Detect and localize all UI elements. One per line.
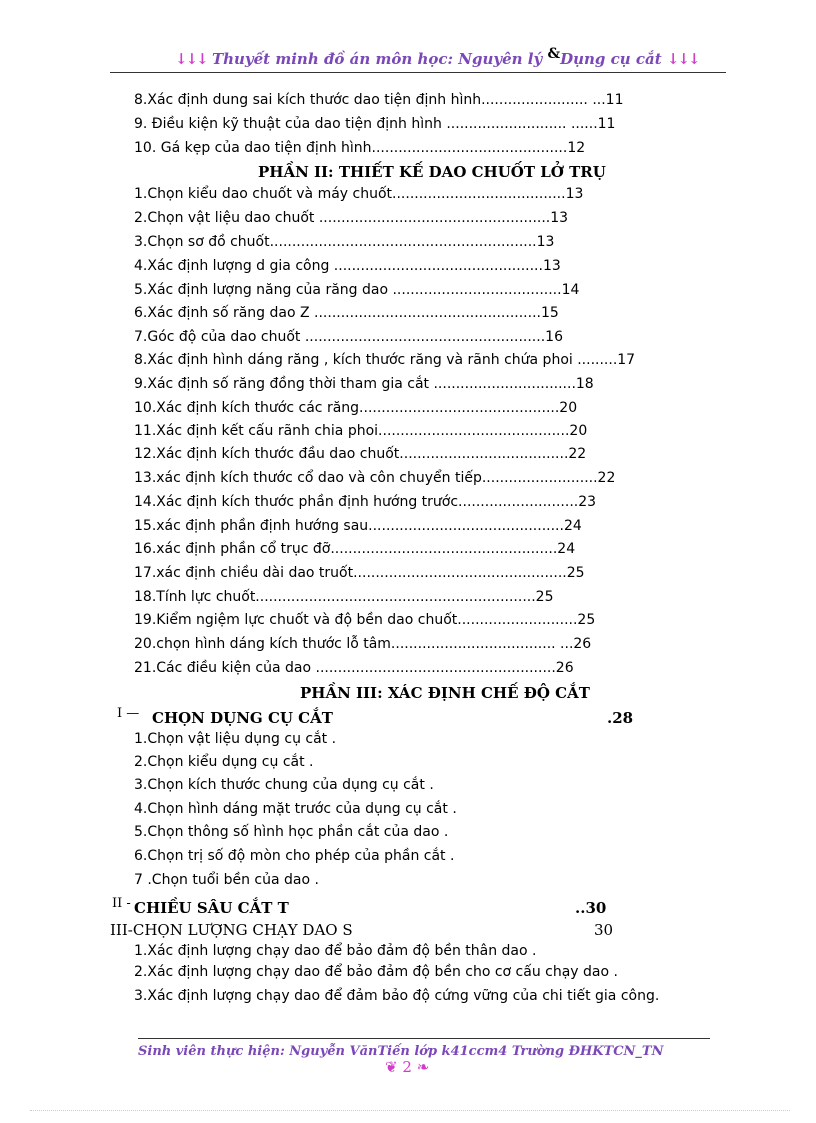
toc-item: 3.Xác định lượng chạy dao để đảm bảo độ cứng vững của chi tiết gia công.: [134, 988, 660, 1004]
toc-item: 12.Xác định kích thước đầu dao chuốt......................................22: [134, 446, 587, 462]
section1-roman: I —: [117, 706, 140, 721]
toc-item: 6.Xác định số răng dao Z ...................................................15: [134, 305, 559, 321]
toc-item: 9.Xác định số răng đồng thời tham gia cắt ................................18: [134, 376, 594, 392]
toc-item: 16.xác định phần cổ trục đỡ...................................................24: [134, 541, 576, 557]
header-title-part2: Dụng cụ cắt: [560, 50, 662, 68]
toc-item: 1.Chọn vật liệu dụng cụ cắt .: [134, 731, 337, 747]
toc-item: 5.Chọn thông số hình học phần cắt của dao .: [134, 824, 449, 840]
section3-title: III-CHỌN LƯỢNG CHẠY DAO S: [110, 921, 353, 939]
toc-item: 11.Xác định kết cấu rãnh chia phoi...........................................20: [134, 423, 588, 439]
toc-item: 13.xác định kích thước cổ dao và côn chuyển tiếp..........................22: [134, 470, 616, 486]
toc-item: 2.Chọn vật liệu dao chuốt ....................................................13: [134, 210, 569, 226]
part2-title: PHẦN II: THIẾT KẾ DAO CHUỐT LỞ TRỤ: [258, 163, 606, 181]
toc-item: 4.Chọn hình dáng mặt trước của dụng cụ cắt .: [134, 801, 457, 817]
section1-page: .28: [607, 709, 634, 727]
toc-item: 5.Xác định lượng năng của răng dao ......................................14: [134, 282, 580, 298]
toc-item: 1.Xác định lượng chạy dao để bảo đảm độ bền thân dao .: [134, 943, 537, 959]
part3-title: PHẦN III: XÁC ĐỊNH CHẾ ĐỘ CẮT: [300, 684, 590, 702]
ornament-right-icon: ❧: [416, 1058, 430, 1076]
toc-item: 19.Kiểm ngiệm lực chuốt và độ bền dao chuốt...........................25: [134, 612, 596, 628]
bottom-dotted-line: [30, 1110, 790, 1111]
page-number-value: 2: [402, 1058, 412, 1076]
footer-rule: [138, 1038, 710, 1039]
arrow-decoration-icon: ↓↓↓: [666, 50, 699, 68]
section1-title: CHỌN DỤNG CỤ CẮT: [152, 709, 333, 727]
toc-item: 10. Gá kẹp của dao tiện định hình............................................12: [134, 140, 586, 156]
arrow-decoration-icon: ↓↓↓: [175, 50, 207, 68]
toc-item: 8.Xác định hình dáng răng , kích thước răng và rãnh chứa phoi .........17: [134, 352, 636, 368]
section3-page: 30: [594, 921, 614, 939]
section2-title: CHIỀU SÂU CẮT T: [134, 899, 289, 917]
toc-item: 3.Chọn sơ đồ chuốt............................................................13: [134, 234, 555, 250]
header-title-part1: Thuyết minh đồ án môn học: Nguyên lý: [211, 50, 548, 68]
toc-item: 18.Tính lực chuốt...............................................................25: [134, 589, 554, 605]
toc-item: 20.chọn hình dáng kích thước lỗ tâm..................................... ...26: [134, 636, 592, 652]
toc-item: 3.Chọn kích thước chung của dụng cụ cắt .: [134, 777, 434, 793]
toc-item: 17.xác định chiều dài dao truốt................................................25: [134, 565, 585, 581]
page-number: [385, 1058, 429, 1076]
toc-item: 7 .Chọn tuổi bền của dao .: [134, 872, 319, 888]
ornament-left-icon: ❦: [385, 1058, 398, 1076]
toc-item: 21.Các điều kiện của dao ......................................................26: [134, 660, 574, 676]
section2-roman: II -: [112, 896, 131, 911]
toc-item: 9. Điều kiện kỹ thuật của dao tiện định hình ........................... ......11: [134, 116, 616, 132]
toc-item: 2.Xác định lượng chạy dao để bảo đảm độ bền cho cơ cấu chạy dao .: [134, 964, 618, 980]
toc-item: 10.Xác định kích thước các răng.............................................20: [134, 400, 578, 416]
toc-item: 7.Góc độ của dao chuốt ......................................................16: [134, 329, 563, 345]
toc-item: 6.Chọn trị số độ mòn cho phép của phần cắt .: [134, 848, 455, 864]
section2-page: ..30: [575, 899, 607, 917]
toc-item: 1.Chọn kiểu dao chuốt và máy chuốt.......................................13: [134, 186, 584, 202]
toc-item: 8.Xác định dung sai kích thước dao tiện định hình........................ ...11: [134, 92, 624, 108]
toc-item: 4.Xác định lượng d gia công ...............................................13: [134, 258, 561, 274]
footer-text: Sinh viên thực hiện: Nguyễn VănTiến lớp k41ccm4 Trường ĐHKTCN_TN: [138, 1044, 664, 1059]
page-header: [175, 46, 699, 68]
header-ampersand: &: [547, 46, 561, 62]
header-rule: [110, 72, 726, 73]
toc-item: 15.xác định phần định hướng sau............................................24: [134, 518, 582, 534]
toc-item: 14.Xác định kích thước phần định hướng trước...........................23: [134, 494, 597, 510]
toc-item: 2.Chọn kiểu dụng cụ cắt .: [134, 754, 314, 770]
